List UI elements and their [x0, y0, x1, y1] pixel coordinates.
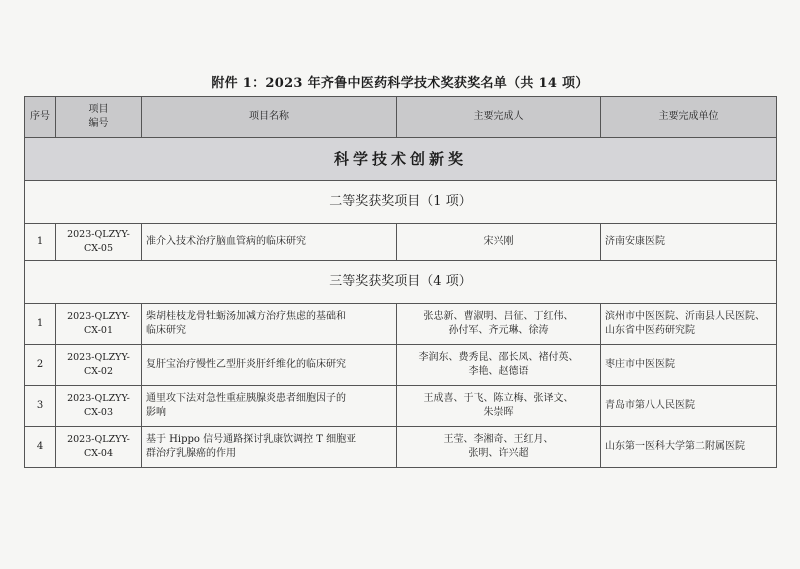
- header-code-line2: 编号: [88, 118, 109, 129]
- row-code-line2: CX-02: [84, 366, 113, 377]
- row-code-line1: 2023-QLZYY-: [67, 434, 130, 445]
- header-org: 主要完成单位: [601, 97, 777, 138]
- tier-row: [25, 181, 777, 224]
- row-code: [56, 427, 142, 468]
- header-people: 主要完成人: [397, 97, 601, 138]
- row-no: 2: [25, 345, 56, 386]
- row-code-line1: 2023-QLZYY-: [67, 393, 130, 404]
- row-name-line1: 通里攻下法对急性重症胰腺炎患者细胞因子的: [146, 393, 346, 404]
- header-no: 序号: [25, 97, 56, 138]
- row-name-line2: 群治疗乳腺癌的作用: [146, 448, 236, 459]
- row-people: [397, 386, 601, 427]
- row-people-line2: 孙付军、齐元琳、徐涛: [448, 325, 549, 336]
- table-row: [25, 386, 777, 427]
- row-name: [142, 224, 397, 261]
- row-name-line2: 临床研究: [146, 325, 186, 336]
- row-org: [601, 427, 777, 468]
- row-org-line1: 济南安康医院: [605, 236, 665, 247]
- row-name: [142, 345, 397, 386]
- row-code-line1: 2023-QLZYY-: [67, 311, 130, 322]
- row-people-line1: 张忠新、曹淑明、吕征、丁红伟、: [423, 311, 574, 322]
- table-row: [25, 427, 777, 468]
- row-name: [142, 386, 397, 427]
- row-people-line1: 李润东、费秀昆、邵长凤、褚付英、: [418, 352, 579, 363]
- row-people: [397, 345, 601, 386]
- row-people-line2: 张明、许兴超: [468, 448, 529, 459]
- row-people: [397, 224, 601, 261]
- row-name-line1: 复肝宝治疗慢性乙型肝炎肝纤维化的临床研究: [146, 359, 346, 370]
- row-name: [142, 427, 397, 468]
- section-title: 科学技术创新奖: [25, 138, 777, 181]
- row-code-line2: CX-04: [84, 448, 113, 459]
- row-code: [56, 304, 142, 345]
- row-code: [56, 224, 142, 261]
- row-code: [56, 386, 142, 427]
- row-people: [397, 304, 601, 345]
- row-name-line1: 准介入技术治疗脑血管病的临床研究: [146, 236, 306, 247]
- row-people-line1: 王成喜、于飞、陈立梅、张译文、: [423, 393, 574, 404]
- row-code: [56, 345, 142, 386]
- row-people-line1: 宋兴刚: [483, 236, 514, 247]
- row-people: [397, 427, 601, 468]
- tier-title: 二等奖获奖项目（1 项）: [25, 181, 777, 224]
- table-row: [25, 345, 777, 386]
- row-org-line1: 山东第一医科大学第二附属医院: [605, 441, 745, 452]
- row-no: 3: [25, 386, 56, 427]
- row-code-line2: CX-01: [84, 325, 113, 336]
- tier-title: 三等奖获奖项目（4 项）: [25, 261, 777, 304]
- table-header-row: [25, 97, 777, 138]
- tier-row: [25, 261, 777, 304]
- row-name: [142, 304, 397, 345]
- row-org-line1: 青岛市第八人民医院: [605, 400, 695, 411]
- row-code-line2: CX-05: [84, 243, 113, 254]
- row-org-line2: 山东省中医药研究院: [605, 325, 695, 336]
- row-code-line1: 2023-QLZYY-: [67, 229, 130, 240]
- row-org-line1: 滨州市中医医院、沂南县人民医院、: [605, 311, 765, 322]
- row-name-line1: 基于 Hippo 信号通路探讨乳康饮调控 T 细胞亚: [146, 434, 357, 445]
- row-people-line2: 李艳、赵德语: [468, 366, 529, 377]
- row-org: [601, 345, 777, 386]
- table-row: [25, 224, 777, 261]
- row-code-line2: CX-03: [84, 407, 113, 418]
- table-row: [25, 304, 777, 345]
- row-people-line1: 王莹、李湘奇、王红月、: [443, 434, 554, 445]
- row-org: [601, 224, 777, 261]
- document-title: 附件 1：2023 年齐鲁中医药科学技术奖获奖名单（共 14 项）: [211, 76, 589, 91]
- row-no: 1: [25, 304, 56, 345]
- row-org: [601, 304, 777, 345]
- header-code: [56, 97, 142, 138]
- row-org-line1: 枣庄市中医医院: [605, 359, 675, 370]
- row-people-line2: 朱崇晖: [483, 407, 514, 418]
- row-org: [601, 386, 777, 427]
- section-row: [25, 138, 777, 181]
- header-name: 项目名称: [142, 97, 397, 138]
- award-table: [24, 96, 777, 468]
- row-name-line1: 柴胡桂枝龙骨牡蛎汤加减方治疗焦虑的基础和: [146, 311, 346, 322]
- row-no: 4: [25, 427, 56, 468]
- header-code-line1: 项目: [88, 104, 109, 115]
- row-code-line1: 2023-QLZYY-: [67, 352, 130, 363]
- row-no: 1: [25, 224, 56, 261]
- row-name-line2: 影响: [146, 407, 166, 418]
